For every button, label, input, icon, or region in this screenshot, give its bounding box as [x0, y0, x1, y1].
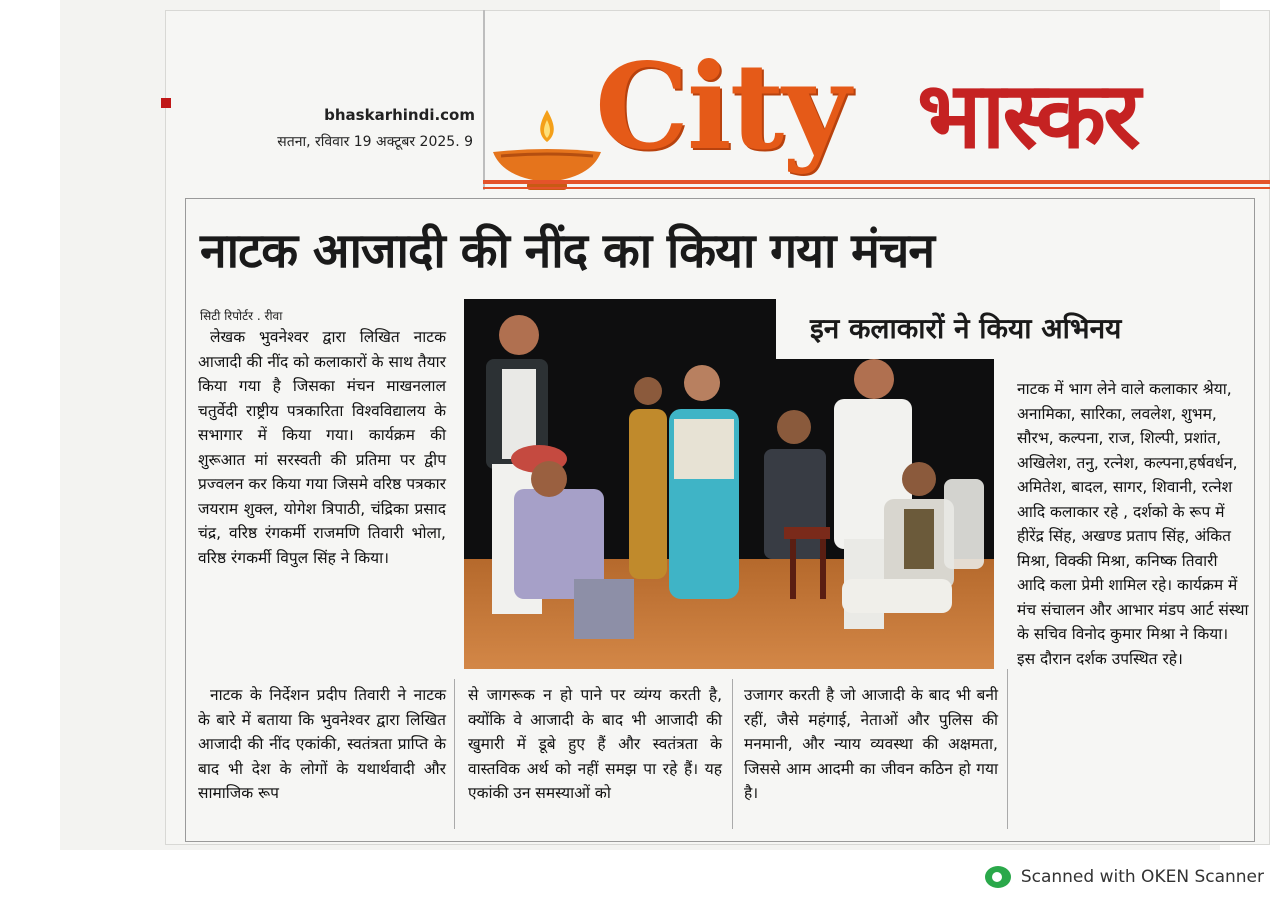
website-label: bhaskarhindi.com — [324, 106, 475, 124]
article-column-4 — [1017, 377, 1249, 671]
masthead-rule — [483, 180, 1270, 184]
headline: नाटक आजादी की नींद का किया गया मंचन — [200, 223, 934, 279]
diya-lamp-icon — [487, 102, 607, 192]
column-divider — [732, 679, 733, 829]
article-column-1-continued — [198, 683, 446, 806]
paragraph: उजागर करती है जो आजादी के बाद भी बनी रहीं, जैसे महंगाई, नेताओं और पुलिस की मनमानी, और न्याय व्यवस्था की अक्षमता, जिससे आम आदमी का जीवन कठिन हो गया है। — [744, 686, 998, 802]
paragraph: लेखक भुवनेश्वर द्वारा लिखित नाटक आजादी की नींद को कलाकारों के साथ तैयार किया गया है जिसका मंचन माखनलाल चतुर्वेदी राष्ट्रीय पत्रकारिता विश्वविद्यालय के सभागार में किया गया। कार्यक्रम की शुरूआत मां सरस्वती की प्रतिमा पर द्वीप प्रज्वलन कर किया गया जिसमे वरिष्ठ पत्रकार जयराम शुक्ल, योगेश त्रिपाठी, चंद्रिका प्रसाद चंद्र, वरिष्ठ रंगकर्मी राजमणि तिवारी भोला, वरिष्ठ रंगकर्मी विपुल सिंह ने किया। — [198, 328, 446, 567]
photo-caption: इन कलाकारों ने किया अभिनय — [810, 312, 1122, 345]
logo-city: City — [595, 37, 849, 176]
paragraph: नाटक में भाग लेने वाले कलाकार श्रेया, अनामिका, सारिका, लवलेश, शुभम, सौरभ, कल्पना, राज, शिल्पी, प्रशांत, अखिलेश, तनु, रत्नेश, कल्पना,हर्षवर्धन, अमितेश, बादल, सागर, शिवानी, रत्नेश आदि कलाकार रहे , दर्शको के रूप में हीरेंद्र सिंह, अखण्ड प्रताप सिंह, अंकित मिश्रा, विक्की मिश्रा, कनिष्क तिवारी आदि कला प्रेमी शामिल रहे। कार्यक्रम में मंच संचालन और आभार मंडप आर्ट संस्था के सचिव विनोद कुमार मिश्रा ने किया। इस दौरान दर्शक उपस्थित रहे। — [1017, 380, 1249, 668]
logo-bhaskar: भास्कर — [917, 62, 1138, 169]
byline: सिटी रिपोर्टर . रीवा — [200, 309, 283, 323]
photo-margin — [994, 359, 1014, 669]
scanner-label: Scanned with OKEN Scanner — [1020, 867, 1264, 887]
scanner-logo-icon — [985, 866, 1011, 888]
article-column-3 — [744, 683, 998, 806]
red-marker — [161, 98, 171, 108]
newspaper-page — [165, 10, 1270, 845]
article-column-1 — [198, 325, 446, 570]
dateline: सतना, रविवार 19 अक्टूबर 2025. 9 — [277, 134, 473, 150]
paragraph: से जागरूक न हो पाने पर व्यंग्य करती है, क्योंकि वे आजादी के बाद भी आजादी की खुमारी में डूबे हुए हैं और स्वतंत्रता के वास्तविक अर्थ को नहीं समझ पा रहे हैं। यह एकांकी उन समस्याओं को — [468, 686, 722, 802]
article — [185, 198, 1255, 842]
article-column-2 — [468, 683, 722, 806]
scanner-watermark — [985, 866, 1264, 888]
masthead-info — [165, 10, 485, 190]
column-divider — [454, 679, 455, 829]
masthead-rule-thin — [483, 187, 1270, 189]
scanned-document — [60, 0, 1249, 850]
paragraph: नाटक के निर्देशन प्रदीप तिवारी ने नाटक के बारे में बताया कि भुवनेश्वर द्वारा लिखित आजादी की नींद एकांकी, स्वतंत्रता प्राप्ति के बाद भी देश के लोगों के यथार्थवादी और सामाजिक रूप — [198, 686, 446, 802]
